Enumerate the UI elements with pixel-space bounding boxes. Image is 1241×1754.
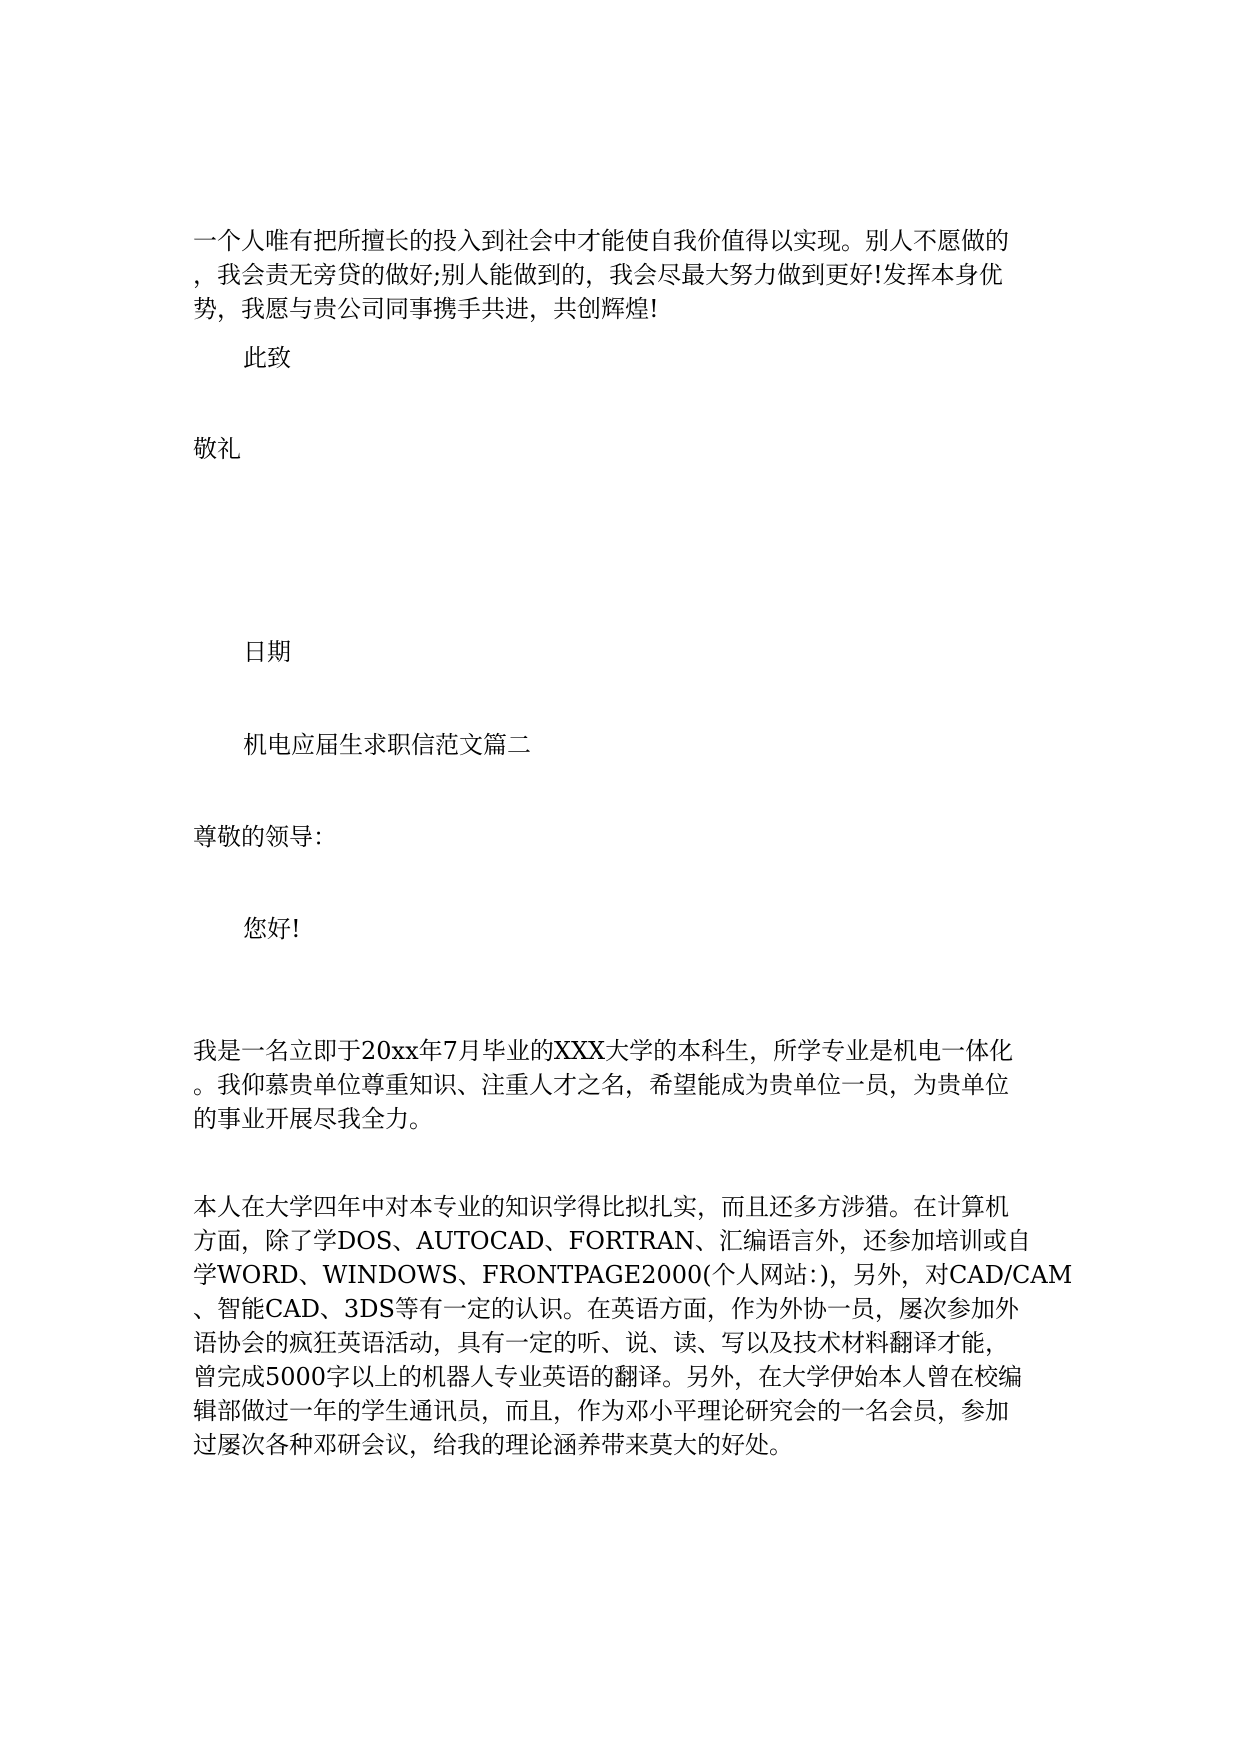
text-line: 学WORD、WINDOWS、FRONTPAGE2000(个人网站：)，另外，对CAD/CAM: [193, 1261, 1073, 1289]
text-line: 势，我愿与贵公司同事携手共进，共创辉煌!: [193, 295, 659, 323]
text-line: 我是一名立即于20xx年7月毕业的XXX大学的本科生，所学专业是机电一体化: [193, 1037, 1014, 1065]
text-line: 。我仰慕贵单位尊重知识、注重人才之名，希望能成为贵单位一员，为贵单位: [193, 1071, 1009, 1099]
text-line: 一个人唯有把所擅长的投入到社会中才能使自我价值得以实现。别人不愿做的: [193, 227, 1009, 255]
text-line: 的事业开展尽我全力。: [193, 1105, 433, 1133]
text-line: 您好!: [243, 915, 301, 943]
text-line: 尊敬的领导：: [193, 823, 337, 851]
text-line: 语协会的疯狂英语活动，具有一定的听、说、读、写以及技术材料翻译才能，: [193, 1329, 1009, 1357]
section-title: [243, 728, 1113, 762]
regards: [193, 432, 1063, 466]
text-line: ，我会责无旁贷的做好;别人能做到的，我会尽最大努力做到更好!发挥本身优: [193, 261, 1003, 289]
text-line: 机电应届生求职信范文篇二: [243, 731, 531, 759]
paragraph-self-value: [193, 224, 1063, 326]
text-line: 日期: [243, 638, 291, 666]
closing-salute: [243, 341, 1113, 375]
greeting: [243, 912, 1113, 946]
text-line: 此致: [243, 344, 291, 372]
text-line: 敬礼: [193, 435, 241, 463]
text-line: 本人在大学四年中对本专业的知识学得比拟扎实，而且还多方涉猎。在计算机: [193, 1193, 1009, 1221]
text-line: 过屡次各种邓研会议，给我的理论涵养带来莫大的好处。: [193, 1431, 793, 1459]
text-line: 、智能CAD、3DS等有一定的认识。在英语方面，作为外协一员，屡次参加外: [193, 1295, 1019, 1323]
greeting-addressee: [193, 820, 1063, 854]
date-label: [243, 635, 1113, 669]
text-line: 辑部做过一年的学生通讯员，而且，作为邓小平理论研究会的一名会员，参加: [193, 1397, 1009, 1425]
text-line: 曾完成5000字以上的机器人专业英语的翻译。另外，在大学伊始本人曾在校编: [193, 1363, 1023, 1391]
paragraph-introduction: [193, 1034, 1063, 1136]
text-line: 方面，除了学DOS、AUTOCAD、FORTRAN、汇编语言外，还参加培训或自: [193, 1227, 1031, 1255]
paragraph-skills: [193, 1190, 1073, 1462]
